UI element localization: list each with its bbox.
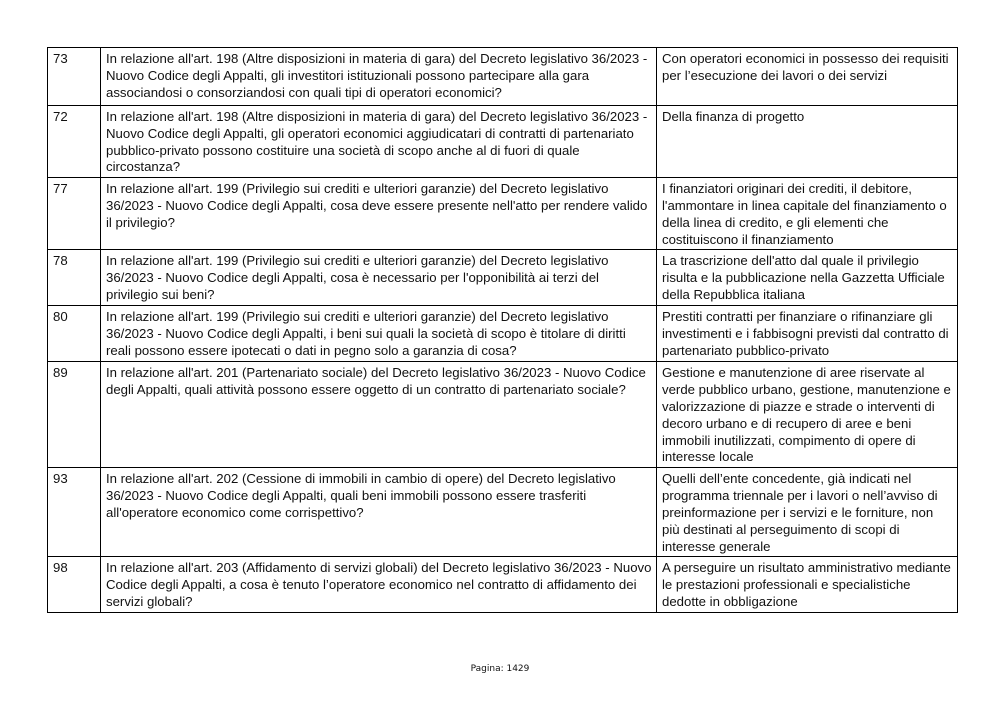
question-number: 77	[48, 178, 101, 250]
answer-text: I finanziatori originari dei crediti, il debitore, l'ammontare in linea capitale del finanziamento o della linea di credito, e gli elementi che costituiscono il finanziamento	[657, 178, 958, 250]
question-number: 80	[48, 306, 101, 362]
answer-text: Della finanza di progetto	[657, 106, 958, 178]
question-text: In relazione all'art. 201 (Partenariato sociale) del Decreto legislativo 36/2023 - Nuovo Codice degli Appalti, quali attività possono essere oggetto di un contratto di partenariato sociale?	[101, 362, 657, 468]
table-row	[48, 306, 958, 362]
question-text: In relazione all'art. 203 (Affidamento di servizi globali) del Decreto legislativo 36/2023 - Nuovo Codice degli Appalti, a cosa è tenuto l’operatore economico nel contratto di affidamento dei servizi globali?	[101, 557, 657, 613]
question-text: In relazione all'art. 199 (Privilegio sui crediti e ulteriori garanzie) del Decreto legislativo 36/2023 - Nuovo Codice degli Appalti, i beni sui quali la società di scopo è titolare di diritti reali possono essere ipotecati o dati in pegno solo a garanzia di cosa?	[101, 306, 657, 362]
answer-text: Prestiti contratti per finanziare o rifinanziare gli investimenti e i fabbisogni previsti dal contratto di partenariato pubblico-privato	[657, 306, 958, 362]
table-row	[48, 250, 958, 306]
question-text: In relazione all'art. 202 (Cessione di immobili in cambio di opere) del Decreto legislativo 36/2023 - Nuovo Codice degli Appalti, quali beni immobili possono essere trasferiti all'operatore economico come corrispettivo?	[101, 468, 657, 557]
answer-text: A perseguire un risultato amministrativo mediante le prestazioni professionali e specialistiche dedotte in obbligazione	[657, 557, 958, 613]
question-number: 93	[48, 468, 101, 557]
table-row	[48, 106, 958, 178]
question-number: 98	[48, 557, 101, 613]
question-number: 72	[48, 106, 101, 178]
answer-text: La trascrizione dell'atto dal quale il privilegio risulta e la pubblicazione nella Gazzetta Ufficiale della Repubblica italiana	[657, 250, 958, 306]
question-number: 73	[48, 48, 101, 106]
page-number: Pagina: 1429	[470, 664, 530, 674]
table-row	[48, 557, 958, 613]
question-number: 78	[48, 250, 101, 306]
table-row	[48, 48, 958, 106]
table-row	[48, 178, 958, 250]
question-text: In relazione all'art. 199 (Privilegio sui crediti e ulteriori garanzie) del Decreto legislativo 36/2023 - Nuovo Codice degli Appalti, cosa è necessario per l'opponibilità ai terzi del privilegio sui beni?	[101, 250, 657, 306]
question-answer-table	[47, 47, 958, 613]
question-text: In relazione all'art. 199 (Privilegio sui crediti e ulteriori garanzie) del Decreto legislativo 36/2023 - Nuovo Codice degli Appalti, cosa deve essere presente nell'atto per rendere valido il privilegio?	[101, 178, 657, 250]
question-text: In relazione all'art. 198 (Altre disposizioni in materia di gara) del Decreto legislativo 36/2023 - Nuovo Codice degli Appalti, gli investitori istituzionali possono partecipare alla gara associandosi o consorziandosi con quali tipi di operatori economici?	[101, 48, 657, 106]
answer-text: Gestione e manutenzione di aree riservate al verde pubblico urbano, gestione, manutenzione e valorizzazione di piazze e strade o interventi di decoro urbano e di recupero di aree e beni immobili inutilizzati, compimento di opere di interesse locale	[657, 362, 958, 468]
table-row	[48, 468, 958, 557]
question-number: 89	[48, 362, 101, 468]
question-text: In relazione all'art. 198 (Altre disposizioni in materia di gara) del Decreto legislativo 36/2023 - Nuovo Codice degli Appalti, gli operatori economici aggiudicatari di contratti di partenariato pubblico-privato possono costituire una società di scopo anche al di fuori di quale circostanza?	[101, 106, 657, 178]
answer-text: Quelli dell’ente concedente, già indicati nel programma triennale per i lavori o nell’avviso di preinformazione per i servizi e le forniture, non più destinati al perseguimento di scopi di interesse generale	[657, 468, 958, 557]
table-row	[48, 362, 958, 468]
answer-text: Con operatori economici in possesso dei requisiti per l’esecuzione dei lavori o dei servizi	[657, 48, 958, 106]
